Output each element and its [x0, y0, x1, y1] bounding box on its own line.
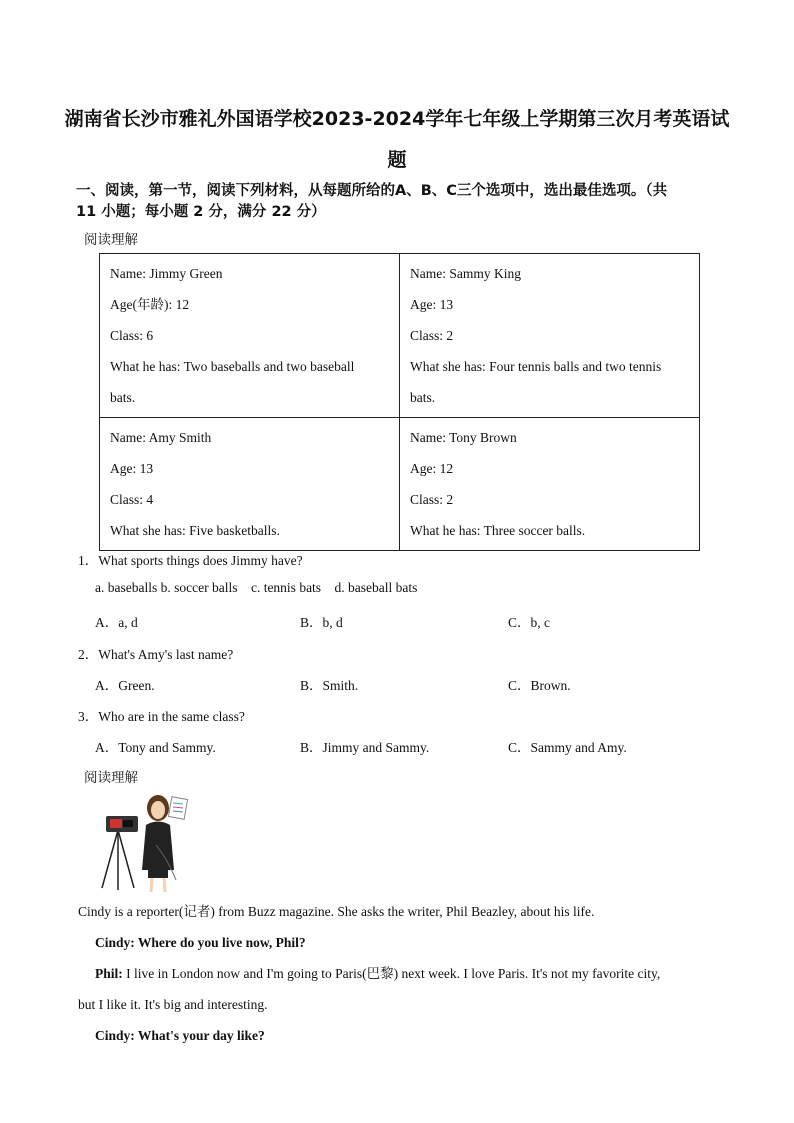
table-cell-tony [400, 418, 700, 551]
page-title-line2: 题 [387, 149, 407, 171]
passage-intro: Cindy is a reporter(记者) from Buzz magazine. She asks the writer, Phil Beazley, about his life. [78, 904, 595, 919]
phil-answer-line1: I live in London now and I'm going to Paris(巴黎) next week. I love Paris. It's not my favorite city, [122, 966, 661, 981]
cell-line: Name: Amy Smith [110, 430, 212, 445]
table-cell-jimmy [100, 254, 400, 418]
question-2: 2．What's Amy's last name? [78, 647, 234, 662]
cell-line: What she has: Four tennis balls and two tennis [410, 359, 662, 374]
option-2c[interactable]: C．Brown. [508, 678, 571, 693]
phil-answer-line2: but I like it. It's big and interesting. [78, 997, 268, 1012]
cell-line: Class: 6 [110, 328, 154, 343]
option-3b[interactable]: B．Jimmy and Sammy. [300, 740, 430, 755]
option-3a[interactable]: A．Tony and Sammy. [95, 740, 216, 755]
cell-line: What she has: Five basketballs. [110, 523, 280, 538]
cell-line: Age(年龄): 12 [110, 297, 190, 312]
option-1a[interactable]: A．a, d [95, 615, 138, 630]
cell-line: Class: 2 [410, 328, 454, 343]
cell-line: Name: Sammy King [410, 266, 521, 281]
student-info-table [99, 253, 700, 551]
section-heading-line1: 一、阅读，第一节，阅读下列材料，从每题所给的A、B、C三个选项中，选出最佳选项。（共 [76, 183, 668, 199]
option-2a[interactable]: A．Green. [95, 678, 155, 693]
question-1-choices: a. baseballs b. soccer balls c. tennis bats d. baseball bats [95, 580, 418, 595]
table-cell-amy [100, 418, 400, 551]
page-title-line1: 湖南省长沙市雅礼外国语学校2023-2024学年七年级上学期第三次月考英语试 [64, 108, 730, 130]
option-1c[interactable]: C．b, c [508, 615, 550, 630]
cell-line: What he has: Two baseballs and two baseball [110, 359, 355, 374]
question-1: 1．What sports things does Jimmy have? [78, 553, 303, 568]
option-1b[interactable]: B．b, d [300, 615, 343, 630]
table-cell-sammy [400, 254, 700, 418]
speaker-phil: Phil: [95, 966, 123, 981]
option-2b[interactable]: B．Smith. [300, 678, 359, 693]
cell-line: Name: Tony Brown [410, 430, 517, 445]
cell-line: Age: 12 [410, 461, 454, 476]
cell-line: Age: 13 [410, 297, 454, 312]
dialogue-phil-1 [95, 958, 725, 989]
reporter-illustration [96, 790, 196, 895]
cell-line: Name: Jimmy Green [110, 266, 223, 281]
reading-label: 阅读理解 [84, 232, 138, 248]
reading-label-2: 阅读理解 [84, 770, 138, 786]
cell-line: Class: 2 [410, 492, 454, 507]
dialogue-cindy-1: Cindy: Where do you live now, Phil? [95, 935, 306, 950]
cell-line: What he has: Three soccer balls. [410, 523, 586, 538]
cell-line: Age: 13 [110, 461, 154, 476]
cell-line: bats. [410, 390, 436, 405]
dialogue-cindy-2: Cindy: What's your day like? [95, 1028, 265, 1043]
table-row [100, 254, 700, 418]
section-heading-line2: 11 小题；每小题 2 分，满分 22 分） [76, 204, 326, 220]
option-3c[interactable]: C．Sammy and Amy. [508, 740, 627, 755]
question-3: 3．Who are in the same class? [78, 709, 245, 724]
table-row [100, 418, 700, 551]
cell-line: bats. [110, 390, 136, 405]
cell-line: Class: 4 [110, 492, 154, 507]
